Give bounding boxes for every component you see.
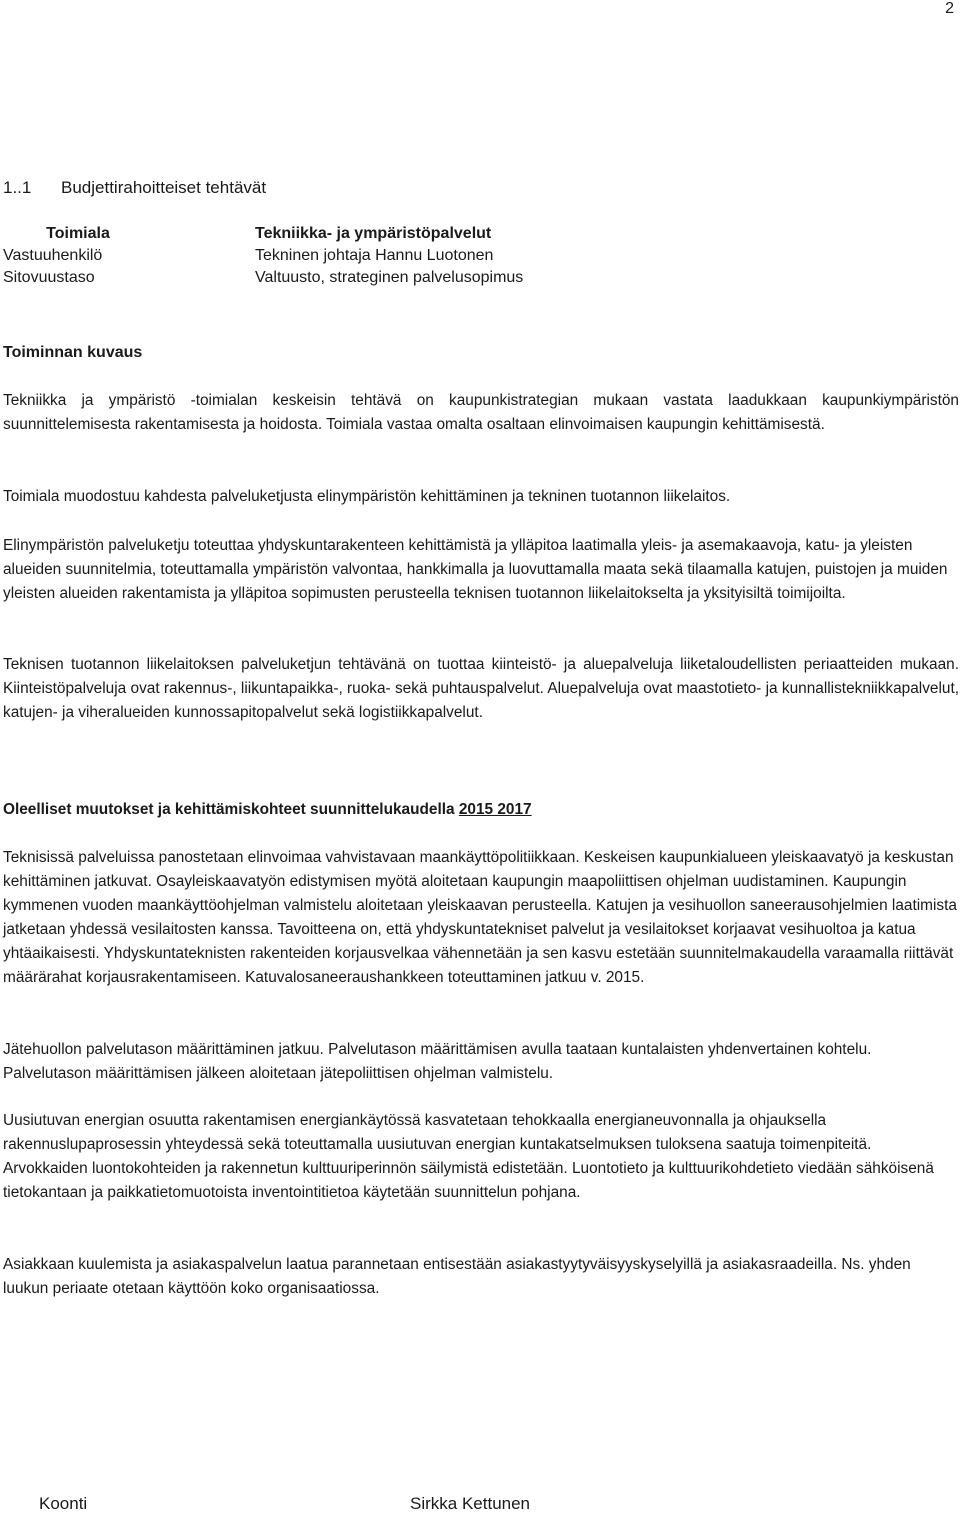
info-value: Tekninen johtaja Hannu Luotonen: [255, 247, 494, 264]
paragraph: Jätehuollon palvelutason määrittäminen jatkuu. Palvelutason määrittämisen avulla taataan kuntalaisten yhdenvertainen kohtelu. Palvelutason määrittämisen jälkeen aloitetaan jätepoliittisen ohjelman valmistelu.: [3, 1041, 872, 1082]
paragraph: Uusiutuvan energian osuutta rakentamisen energiankäytössä kasvatetaan tehokkaalla energianeuvonnalla ja ohjauksella rakennuslupaprosessin yhteydessä sekä toteuttamalla uusiutuvan energian kuntakatselmuksen tuloksena saatuja toimenpiteitä. Arvokkaiden luontokohteiden ja rakennetun kulttuuriperinnön säilymistä edistetään. Luontotieto ja kulttuurikohdetieto viedään sähköisenä tietokantaan ja paikkatietomuotoista inventointitietoa käytetään suunnittelun pohjana.: [3, 1112, 934, 1201]
muutokset-heading-period: 2015 2017: [458, 801, 532, 818]
paragraph: Teknisen tuotannon liikelaitoksen palveluketjun tehtävänä on tuottaa kiinteistö- ja aluepalveluja liiketaloudellisten periaatteiden mukaan. Kiinteistöpalveluja ovat rakennus-, liikuntapaikka-, ruoka- sekä puhtauspalvelut. Aluepalveluja ovat maastotieto- ja kunnallistekniikkapalvelut, katujen- ja viheralueiden kunnossapitopalvelut sekä logistiikkapalvelut.: [3, 656, 959, 721]
info-value: Tekniikka- ja ympäristöpalvelut: [255, 225, 492, 242]
paragraph: Teknisissä palveluissa panostetaan elinvoimaa vahvistavaan maankäyttöpolitiikkaan. Keskeisen kaupunkialueen yleiskaavatyö ja keskustan kehittäminen jatkuvat. Osayleiskaavatyön edistymisen myötä aloitetaan kaupungin maapoliittisen ohjelman uudistaminen. Kaupungin kymmenen vuoden maankäyttöohjelman valmistelu aloitetaan yleiskaavan perusteella. Katujen ja vesihuollon saneerausohjelmien laatimista jatketaan yhdessä vesilaitosten kanssa. Tavoitteena on, että yhdyskuntatekniset palvelut ja vesilaitokset korjaavat vesihuoltoa ja katua yhtäaikaisesti. Yhdyskuntateknisten rakenteiden korjausvelkaa vähennetään ja sen kasvu estetään suunnitelmakaudella varaamalla riittävät määrärahat korjausrakentamiseen. Katuvalosaneeraushankkeen toteuttaminen jatkuu v. 2015.: [3, 849, 957, 986]
info-label: Toimiala: [46, 225, 110, 242]
section-number: 1..1: [3, 178, 32, 197]
info-table: [3, 223, 523, 289]
info-label: Vastuuhenkilö: [3, 247, 103, 264]
footer-left: Koonti: [39, 1494, 88, 1513]
info-row-toimiala: [3, 223, 523, 245]
info-row-sitovuustaso: [3, 267, 523, 289]
toiminnan-kuvaus-heading: Toiminnan kuvaus: [3, 344, 143, 361]
paragraph: Asiakkaan kuulemista ja asiakaspalvelun laatua parannetaan entisestään asiakastyytyväisyyskyselyillä ja asiakasraadeilla. Ns. yhden luukun periaate otetaan käyttöön koko organisaatiossa.: [3, 1256, 911, 1297]
info-row-vastuuhenkilo: [3, 245, 523, 267]
info-value: Valtuusto, strateginen palvelusopimus: [255, 269, 524, 286]
page-number: 2: [945, 0, 954, 17]
muutokset-heading-text: Oleelliset muutokset ja kehittämiskohteet suunnittelukaudella: [3, 801, 459, 818]
paragraph: Toimiala muodostuu kahdesta palveluketjusta elinympäristön kehittäminen ja tekninen tuotannon liikelaitos.: [3, 488, 731, 505]
info-label: Sitovuustaso: [3, 269, 95, 286]
paragraph: Elinympäristön palveluketju toteuttaa yhdyskuntarakenteen kehittämistä ja ylläpitoa laatimalla yleis- ja asemakaavoja, katu- ja yleisten alueiden suunnitelmia, toteuttamalla ympäristön valvontaa, hankkimalla ja luovuttamalla maata sekä tilaamalla katujen, puistojen ja muiden yleisten alueiden rakentamista ja ylläpitoa sopimusten perusteella teknisen tuotannon liikelaitokselta ja yksityisiltä toimijoilta.: [3, 537, 948, 602]
footer-right: Sirkka Kettunen: [410, 1494, 531, 1513]
section-title: Budjettirahoitteiset tehtävät: [61, 178, 267, 197]
section-heading: [3, 178, 266, 198]
muutokset-heading: [3, 798, 959, 822]
paragraph: Tekniikka ja ympäristö -toimialan keskeisin tehtävä on kaupunkistrategian mukaan vastata laadukkaan kaupunkiympäristön suunnittelemisesta rakentamisesta ja hoidosta. Toimiala vastaa omalta osaltaan elinvoimaisen kaupungin kehittämisestä.: [3, 392, 959, 433]
